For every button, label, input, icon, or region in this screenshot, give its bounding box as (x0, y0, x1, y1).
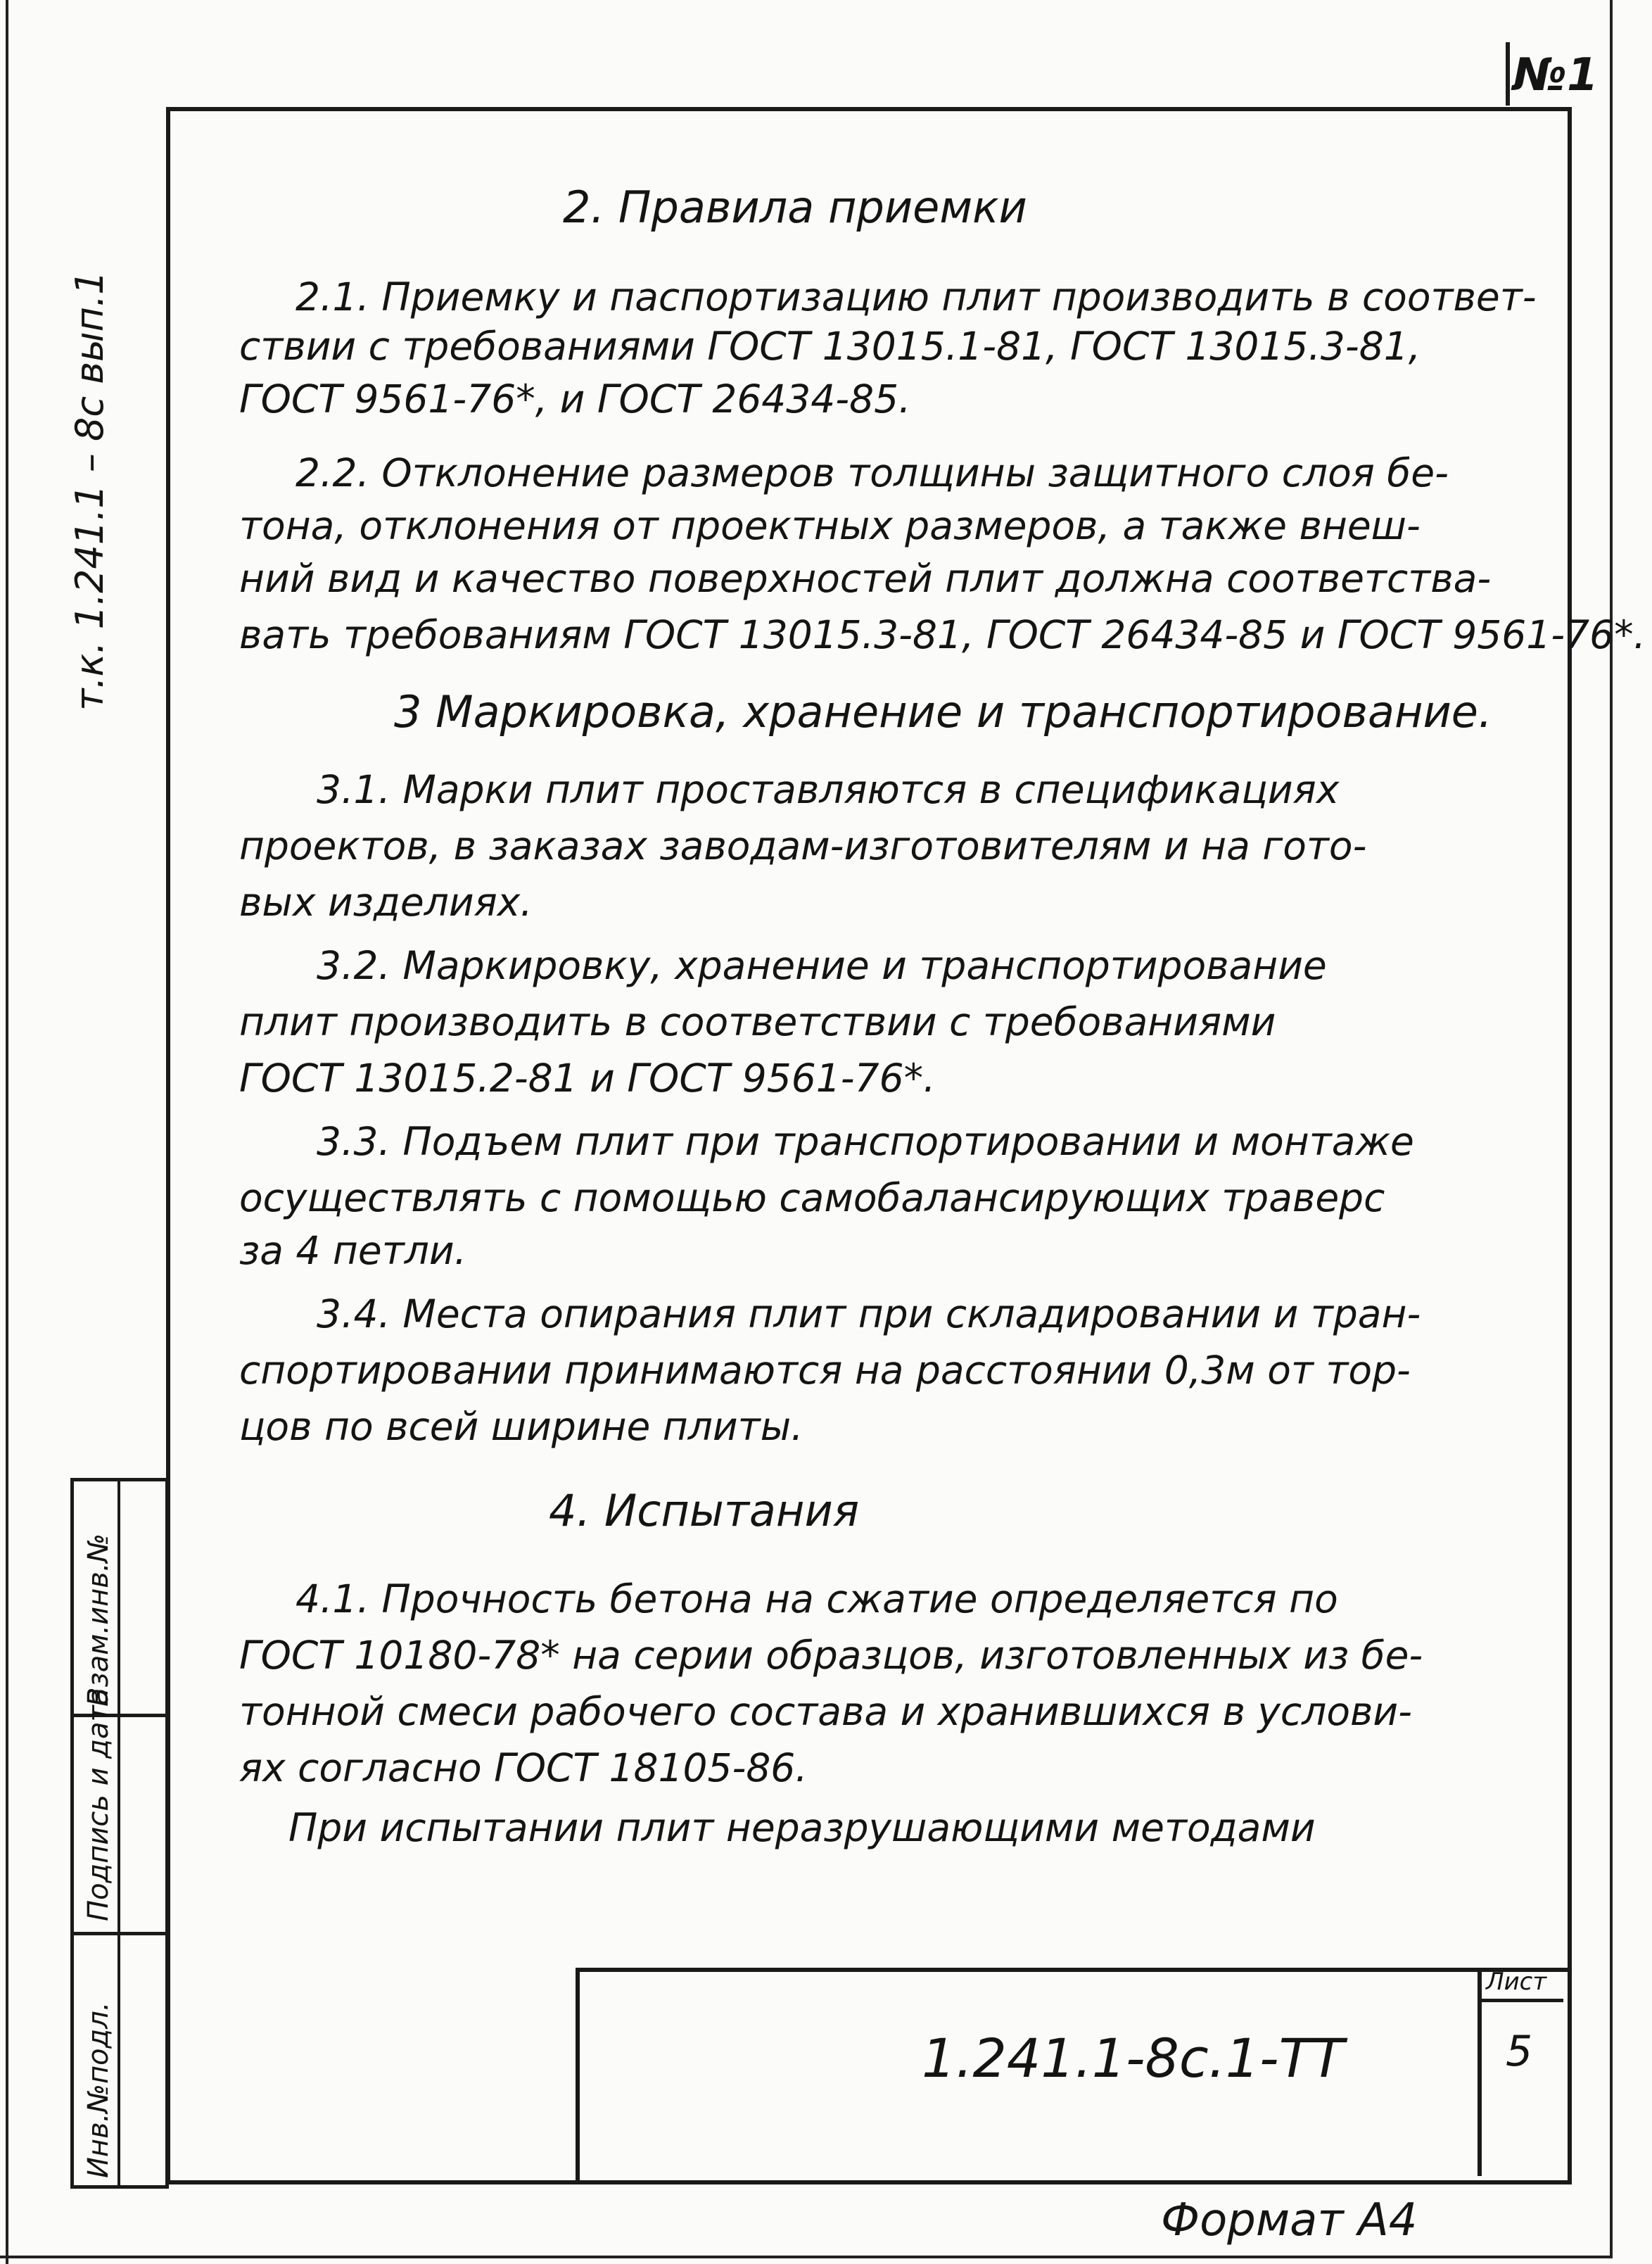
document-code: 1.241.1-8с.1-ТТ (922, 2027, 1345, 2089)
stamp-divider (74, 1932, 165, 1935)
section-heading-3: 3 Маркировка, хранение и транспортирование. (394, 686, 1492, 738)
text-line: тона, отклонения от проектных размеров, а также внеш- (239, 503, 1421, 548)
text-line: 3.2. Маркировку, хранение и транспортирование (317, 943, 1327, 988)
text-line: спортировании принимаются на расстоянии 0,3м от тор- (239, 1348, 1411, 1393)
text-line: ствии с требованиями ГОСТ 13015.1-81, ГОСТ 13015.3-81, (239, 324, 1421, 369)
text-line: за 4 петли. (239, 1228, 467, 1273)
text-line: 3.3. Подъем плит при транспортировании и монтаже (317, 1119, 1414, 1164)
text-line: цов по всей ширине плиты. (239, 1404, 803, 1449)
sheet-label: Лист (1486, 1968, 1547, 1996)
text-line: 4.1. Прочность бетона на сжатие определяется по (296, 1576, 1338, 1621)
outer-border-right (1610, 0, 1613, 2258)
text-line: вых изделиях. (239, 880, 533, 925)
text-line: ях согласно ГОСТ 18105-86. (239, 1745, 808, 1790)
text-line: вать требованиям ГОСТ 13015.3-81, ГОСТ 26434-85 и ГОСТ 9561-76*. (239, 612, 1646, 657)
text-line: ний вид и качество поверхностей плит должна соответства- (239, 556, 1492, 601)
text-line: ГОСТ 9561-76*, и ГОСТ 26434-85. (239, 377, 911, 422)
outer-border-bottom (0, 2256, 1611, 2258)
stamp-field-replace: Взам.инв.№ (82, 1533, 115, 1707)
text-line: проектов, в заказах заводам-изготовителям и на гото- (239, 823, 1367, 868)
sheet-number: 5 (1506, 2027, 1533, 2076)
format-label: Формат А4 (1161, 2194, 1418, 2246)
section-heading-4: 4. Испытания (549, 1485, 860, 1536)
text-line: тонной смеси рабочего состава и хранившихся в услови- (239, 1689, 1412, 1734)
sheet-separator (1478, 1999, 1563, 2002)
text-line: При испытании плит неразрушающими методами (288, 1805, 1316, 1850)
outer-border-left (6, 0, 8, 2264)
stamp-field-signature: Подпись и дата (82, 1688, 115, 1921)
text-line: 2.1. Приемку и паспортизацию плит производить в соответ- (296, 274, 1537, 320)
corner-mark: №1 (1513, 49, 1599, 101)
text-line: ГОСТ 13015.2-81 и ГОСТ 9561-76*. (239, 1056, 936, 1101)
text-line: 3.1. Марки плит проставляются в спецификациях (317, 767, 1340, 812)
text-line: осуществлять с помощью самобалансирующих траверс (239, 1175, 1385, 1220)
text-line: 3.4. Места опирания плит при складировании и тран- (317, 1291, 1421, 1336)
text-line: плит производить в соответствии с требованиями (239, 999, 1276, 1044)
text-line: 2.2. Отклонение размеров толщины защитного слоя бе- (296, 450, 1449, 495)
text-line: ГОСТ 10180-78* на серии образцов, изготовленных из бе- (239, 1633, 1423, 1678)
section-heading-2: 2. Правила приемки (563, 182, 1027, 233)
stamp-field-inv: Инв.№подл. (82, 2001, 115, 2178)
stamp-vline (117, 1481, 120, 2185)
margin-label: т.к. 1.241.1 – 8с вып.1 (68, 270, 112, 711)
stamp-column (70, 1478, 169, 2189)
